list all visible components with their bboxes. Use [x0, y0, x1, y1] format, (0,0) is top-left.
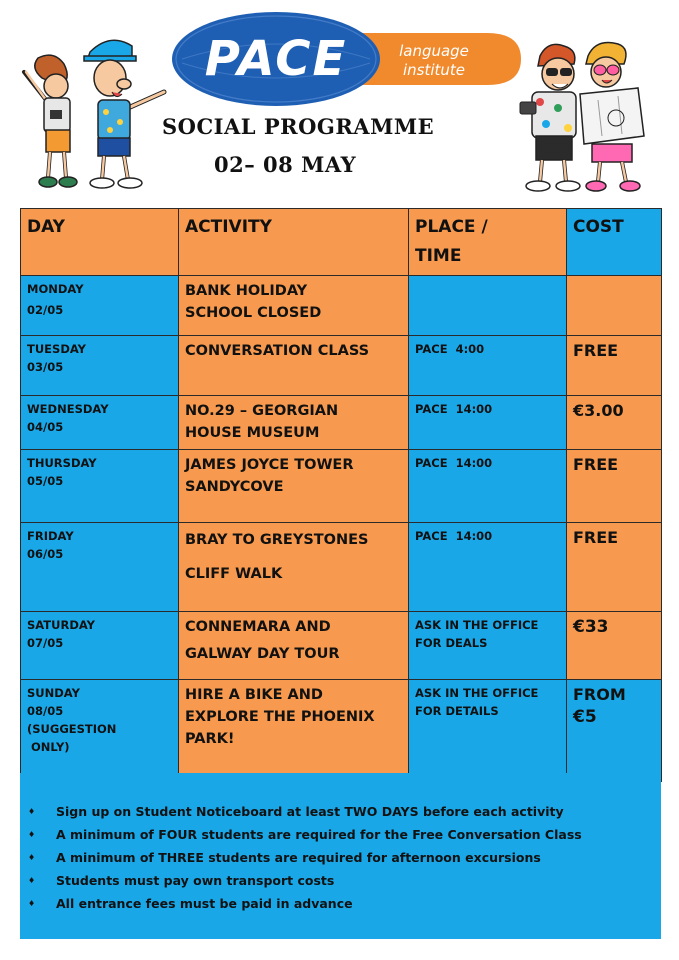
- cell-day: [21, 396, 179, 450]
- table-row: [21, 612, 662, 680]
- header-day: DAY: [21, 209, 179, 276]
- list-item: [20, 823, 661, 846]
- cell-place-time: [409, 612, 567, 680]
- place-line: ASK IN THE OFFICE: [415, 618, 539, 632]
- place-line: FOR DEALS: [415, 636, 488, 650]
- note-text: All entrance fees must be paid in advance: [56, 896, 353, 911]
- activity-line: BRAY TO GREYSTONES: [185, 532, 369, 548]
- table-row: [21, 336, 662, 396]
- activity-line: CONNEMARA AND: [185, 619, 331, 635]
- page-title: SOCIAL PROGRAMME: [162, 114, 435, 139]
- note-text: Students must pay own transport costs: [56, 873, 335, 888]
- cell-place-time: [409, 450, 567, 523]
- cell-day: [21, 612, 179, 680]
- day-name: SATURDAY: [27, 618, 96, 632]
- cell-activity: [179, 680, 409, 782]
- activity-line: EXPLORE THE PHOENIX: [185, 709, 375, 725]
- cell-place-time: [409, 523, 567, 612]
- day-name: THURSDAY: [27, 456, 97, 470]
- table-row: [21, 523, 662, 612]
- day-name: WEDNESDAY: [27, 402, 109, 416]
- diamond-bullet-icon: ♦: [28, 899, 36, 908]
- diamond-bullet-icon: ♦: [28, 853, 36, 862]
- diamond-bullet-icon: ♦: [28, 830, 36, 839]
- activity-line: SANDYCOVE: [185, 479, 284, 495]
- day-name: SUNDAY: [27, 686, 80, 700]
- cell-day: [21, 523, 179, 612]
- cost-value: FREE: [573, 341, 619, 360]
- cell-cost: [567, 276, 662, 336]
- activity-line: NO.29 – GEORGIAN: [185, 403, 339, 419]
- logo-tagline-1: language: [399, 42, 469, 60]
- cost-value: FROM: [573, 685, 626, 704]
- place-line: PACE 14:00: [415, 529, 493, 543]
- cell-place-time: [409, 680, 567, 782]
- place-line: PACE 14:00: [415, 456, 493, 470]
- activity-line: PARK!: [185, 731, 235, 747]
- social-programme-table: [20, 208, 662, 782]
- cost-value: €3.00: [573, 401, 624, 420]
- cell-activity: [179, 450, 409, 523]
- cell-cost: [567, 450, 662, 523]
- day-name: FRIDAY: [27, 529, 74, 543]
- note-text: A minimum of THREE students are required for afternoon excursions: [56, 850, 541, 865]
- cell-day: [21, 450, 179, 523]
- place-line: FOR DETAILS: [415, 704, 499, 718]
- header-cost: COST: [567, 209, 662, 276]
- activity-line: HIRE A BIKE AND: [185, 687, 323, 703]
- note-text: A minimum of FOUR students are required for the Free Conversation Class: [56, 827, 582, 842]
- activity-line: CONVERSATION CLASS: [185, 343, 370, 359]
- tourist-couple-pointing-icon: [20, 28, 168, 190]
- notes-box: [20, 773, 661, 939]
- cell-activity: [179, 276, 409, 336]
- day-name: TUESDAY: [27, 342, 86, 356]
- cell-cost: [567, 336, 662, 396]
- day-name: MONDAY: [27, 282, 84, 296]
- day-date: 06/05: [27, 547, 64, 561]
- day-date: 02/05: [27, 303, 64, 317]
- cell-activity: [179, 612, 409, 680]
- cost-value: FREE: [573, 528, 619, 547]
- table-row: [21, 680, 662, 782]
- tourist-couple-with-map-icon: [518, 36, 652, 194]
- list-item: [20, 846, 661, 869]
- logo-tagline-2: institute: [402, 61, 466, 79]
- day-note: (SUGGESTION: [27, 722, 117, 736]
- cell-day: [21, 336, 179, 396]
- cost-value: €33: [573, 617, 609, 637]
- notes-list: [20, 800, 661, 915]
- diamond-bullet-icon: ♦: [28, 876, 36, 885]
- day-date: 07/05: [27, 636, 64, 650]
- note-text: Sign up on Student Noticeboard at least TWO DAYS before each activity: [56, 804, 564, 819]
- day-note: ONLY): [27, 740, 70, 754]
- cost-value: FREE: [573, 455, 619, 474]
- list-item: [20, 892, 661, 915]
- activity-line: SCHOOL CLOSED: [185, 305, 322, 321]
- cell-cost: [567, 612, 662, 680]
- day-date: 05/05: [27, 474, 64, 488]
- cell-place-time: [409, 396, 567, 450]
- activity-line: JAMES JOYCE TOWER: [185, 457, 354, 473]
- place-line: PACE 14:00: [415, 402, 493, 416]
- activity-line: HOUSE MUSEUM: [185, 425, 320, 441]
- header-place-line1: PLACE /: [415, 217, 488, 237]
- cell-day: [21, 276, 179, 336]
- place-line: ASK IN THE OFFICE: [415, 686, 539, 700]
- diamond-bullet-icon: ♦: [28, 807, 36, 816]
- pace-logo: [172, 11, 524, 109]
- table-row: [21, 276, 662, 336]
- activity-line: CLIFF WALK: [185, 566, 283, 582]
- day-date: 03/05: [27, 360, 64, 374]
- table-row: [21, 396, 662, 450]
- cell-cost: [567, 523, 662, 612]
- table-row: [21, 450, 662, 523]
- page-dates: 02– 08 MAY: [214, 152, 357, 177]
- cost-value: €5: [573, 707, 597, 727]
- day-date: 08/05: [27, 704, 64, 718]
- cell-cost: [567, 680, 662, 782]
- cell-day: [21, 680, 179, 782]
- cell-activity: [179, 396, 409, 450]
- list-item: [20, 869, 661, 892]
- activity-line: GALWAY DAY TOUR: [185, 646, 340, 662]
- cell-place-time: [409, 276, 567, 336]
- header-place-time: [409, 209, 567, 276]
- header-activity: ACTIVITY: [179, 209, 409, 276]
- table-header-row: [21, 209, 662, 276]
- activity-line: BANK HOLIDAY: [185, 283, 308, 299]
- cell-activity: [179, 336, 409, 396]
- cell-place-time: [409, 336, 567, 396]
- logo-word: PACE: [204, 31, 348, 87]
- place-line: PACE 4:00: [415, 342, 485, 356]
- day-date: 04/05: [27, 420, 64, 434]
- cell-cost: [567, 396, 662, 450]
- cell-activity: [179, 523, 409, 612]
- header-place-line2: TIME: [415, 246, 462, 266]
- list-item: [20, 800, 661, 823]
